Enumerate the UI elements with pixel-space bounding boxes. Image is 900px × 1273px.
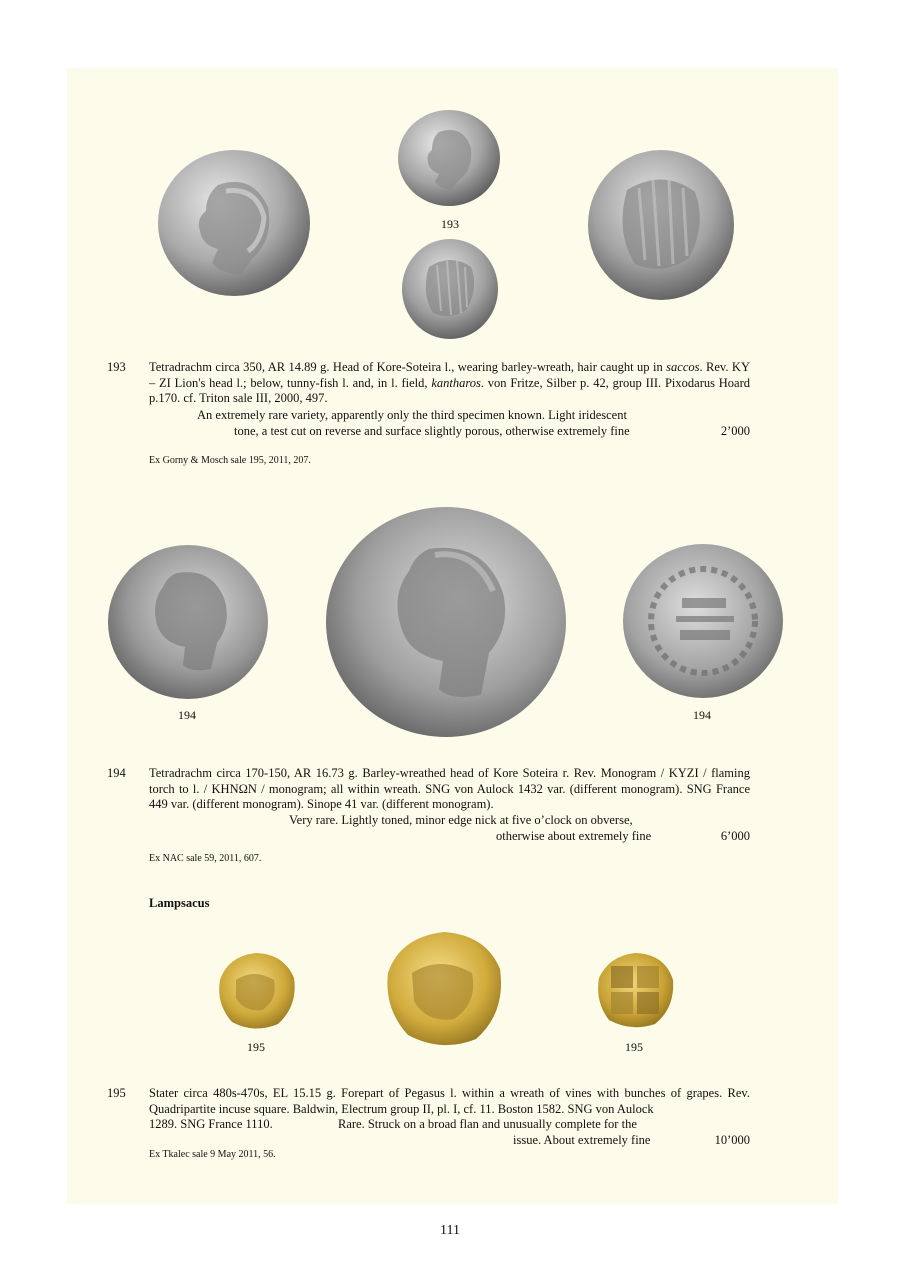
lot-193-description: Tetradrachm circa 350, AR 14.89 g. Head of Kore-Soteira l., wearing barley-wreath, hair caught up in saccos. Rev. KY – ZI Lion's head l.; below, tunny-fish l. and, in l. field, kantharos. von Fritze, Silber p. 42, group III. Pixodarus Hoard p.170. cf. Triton sale III, 2000, 497. — [149, 360, 751, 405]
lot-195-price: 10’000 — [714, 1133, 750, 1147]
coin-193-obverse-small — [397, 108, 501, 208]
coin-193-reverse-small — [401, 237, 499, 341]
lot-194-price: 6’000 — [720, 829, 750, 843]
page-number: 111 — [440, 1223, 460, 1238]
image-label-194-right: 194 — [693, 708, 711, 722]
image-label-194-left: 194 — [178, 708, 196, 722]
image-label-193: 193 — [441, 217, 459, 231]
lot-194-description: Tetradrachm circa 170-150, AR 16.73 g. Barley-wreathed head of Kore Soteira r. Rev. Monogram / KYZI / flaming torch to l. / KHNΩN / monogram; all within wreath. SNG von Aulock 1432 var. (different monogram). SNG France 449 var. (different monogram). Sinope 41 var. (different monogram). — [149, 766, 750, 811]
lot-193-condition-1: An extremely rare variety, apparently only the third specimen known. Light iridescent — [197, 408, 627, 422]
lot-195-description: Stater circa 480s-470s, EL 15.15 g. Forepart of Pegasus l. within a wreath of vines with bunches of grapes. Rev. Quadripartite incuse square. Baldwin, Electrum group II, pl. I, cf. 11. Boston 1582. SNG von Aulock — [149, 1086, 750, 1116]
image-label-195-right: 195 — [625, 1040, 643, 1054]
coin-194-obverse-large — [325, 505, 567, 739]
lot-193-provenance: Ex Gorny & Mosch sale 195, 2011, 207. — [149, 455, 311, 466]
coin-195-obverse-large — [382, 929, 506, 1051]
coin-193-obverse-large — [156, 147, 312, 299]
lot-193-condition-2: tone, a test cut on reverse and surface slightly porous, otherwise extremely fine — [234, 424, 630, 438]
lot-194-condition-2: otherwise about extremely fine — [496, 829, 652, 843]
lot-194-provenance: Ex NAC sale 59, 2011, 607. — [149, 853, 262, 864]
coin-195-obverse-small — [214, 950, 298, 1032]
coin-195-reverse — [593, 950, 677, 1032]
lot-193-price: 2’000 — [720, 424, 750, 438]
coin-194-reverse — [622, 542, 784, 700]
section-heading: Lampsacus — [149, 896, 210, 910]
coin-194-obverse-small — [107, 543, 269, 701]
lot-194-condition-1: Very rare. Lightly toned, minor edge nick at five o’clock on obverse, — [289, 813, 633, 827]
lot-195-description-line3: 1289. SNG France 1110. — [149, 1117, 273, 1131]
lot-number-194: 194 — [107, 766, 126, 780]
lot-195-condition-2: issue. About extremely fine — [513, 1133, 651, 1147]
lot-195-condition-1: Rare. Struck on a broad flan and unusually complete for the — [338, 1117, 637, 1131]
lot-number-193: 193 — [107, 360, 126, 374]
lot-195-provenance: Ex Tkalec sale 9 May 2011, 56. — [149, 1149, 276, 1160]
lot-number-195: 195 — [107, 1086, 126, 1100]
image-label-195-left: 195 — [247, 1040, 265, 1054]
coin-193-reverse-large — [587, 148, 735, 302]
